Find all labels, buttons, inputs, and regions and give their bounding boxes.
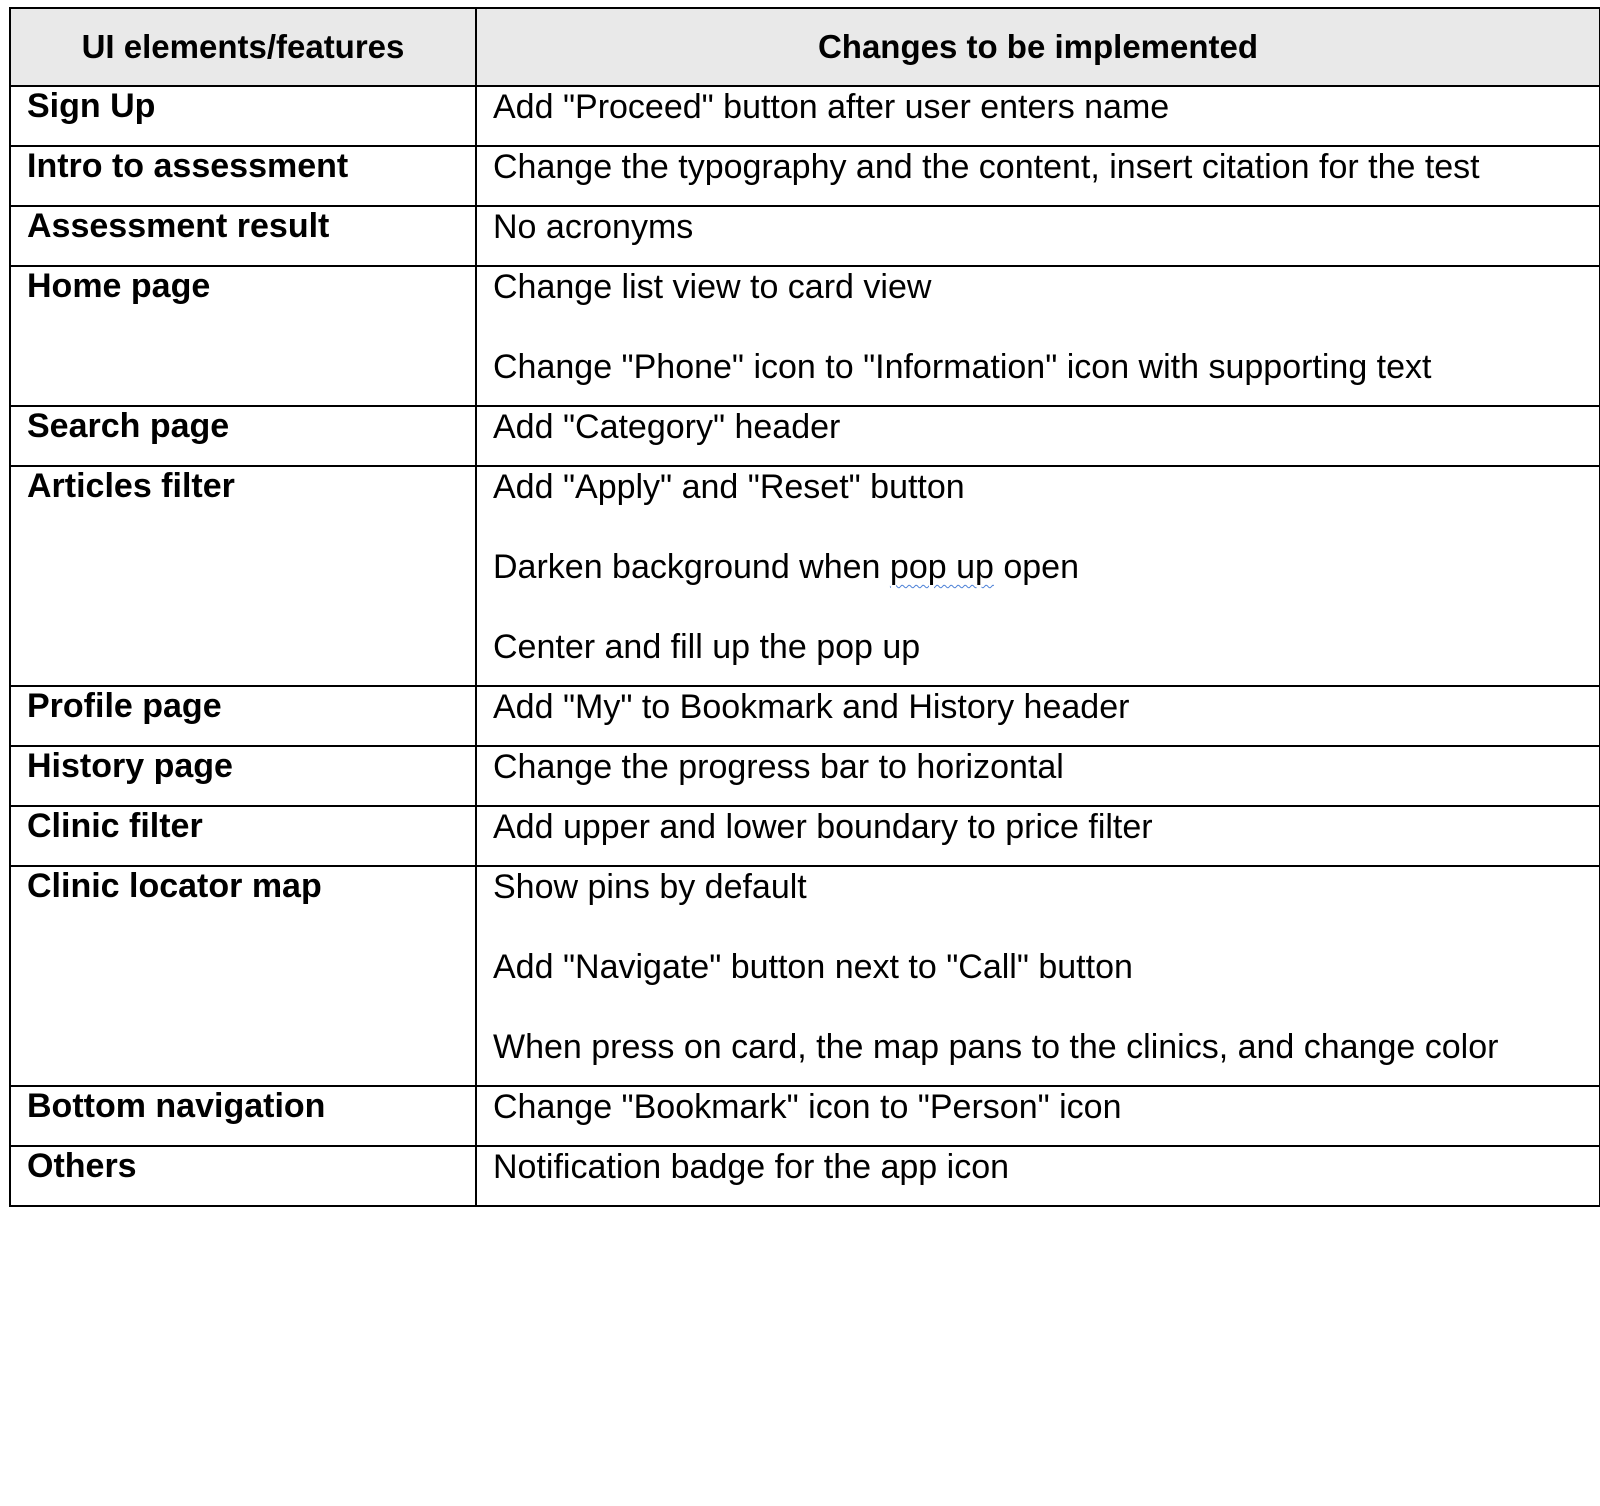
change-item: Show pins by default — [493, 868, 807, 906]
change-item: No acronyms — [493, 208, 694, 246]
table-row — [10, 866, 1600, 1086]
table-row — [10, 1086, 1600, 1146]
changes-cell — [476, 266, 1600, 406]
table-row — [10, 266, 1600, 406]
table-row — [10, 466, 1600, 686]
changes-cell — [476, 466, 1600, 686]
change-item — [493, 547, 1583, 587]
change-item: Change "Phone" icon to "Information" icon with supporting text — [493, 348, 1432, 386]
change-item: Add "Proceed" button after user enters name — [493, 88, 1170, 126]
change-text: open — [993, 548, 1080, 586]
change-item: Add "Apply" and "Reset" button — [493, 468, 965, 506]
change-item: Change the progress bar to horizontal — [493, 748, 1064, 786]
changes-cell — [476, 206, 1600, 266]
change-item: Add "Category" header — [493, 408, 841, 446]
table-row — [10, 206, 1600, 266]
changes-table — [9, 7, 1600, 1207]
spellcheck-flagged-word: pop up — [889, 548, 994, 586]
ui-element-cell: Others — [10, 1146, 476, 1206]
ui-element-cell: Clinic filter — [10, 806, 476, 866]
changes-cell — [476, 866, 1600, 1086]
change-text: Darken background when — [493, 548, 890, 586]
table-body — [10, 86, 1600, 1206]
ui-element-cell: Bottom navigation — [10, 1086, 476, 1146]
change-item: Change "Bookmark" icon to "Person" icon — [493, 1088, 1122, 1126]
change-item: Center and fill up the pop up — [493, 628, 921, 666]
change-item: Notification badge for the app icon — [493, 1148, 1010, 1186]
table-row — [10, 686, 1600, 746]
table-row — [10, 746, 1600, 806]
change-item: Add "My" to Bookmark and History header — [493, 688, 1130, 726]
changes-cell — [476, 146, 1600, 206]
ui-element-cell: Home page — [10, 266, 476, 406]
ui-element-cell: Articles filter — [10, 466, 476, 686]
change-item: When press on card, the map pans to the clinics, and change color — [493, 1028, 1499, 1066]
ui-element-cell: Assessment result — [10, 206, 476, 266]
ui-element-cell: History page — [10, 746, 476, 806]
table-row — [10, 406, 1600, 466]
changes-cell — [476, 1086, 1600, 1146]
table-row — [10, 146, 1600, 206]
changes-cell — [476, 746, 1600, 806]
ui-element-cell: Intro to assessment — [10, 146, 476, 206]
change-item: Change the typography and the content, insert citation for the test — [493, 148, 1480, 186]
changes-cell — [476, 686, 1600, 746]
ui-element-cell: Profile page — [10, 686, 476, 746]
change-item: Change list view to card view — [493, 268, 932, 306]
change-item: Add "Navigate" button next to "Call" button — [493, 948, 1133, 986]
changes-cell — [476, 86, 1600, 146]
ui-element-cell: Clinic locator map — [10, 866, 476, 1086]
ui-element-cell: Sign Up — [10, 86, 476, 146]
changes-cell — [476, 1146, 1600, 1206]
table-row — [10, 1146, 1600, 1206]
changes-cell — [476, 806, 1600, 866]
table-header-row — [10, 8, 1600, 86]
table-row — [10, 86, 1600, 146]
table-row — [10, 806, 1600, 866]
change-item: Add upper and lower boundary to price filter — [493, 808, 1153, 846]
changes-cell — [476, 406, 1600, 466]
ui-element-cell: Search page — [10, 406, 476, 466]
header-changes: Changes to be implemented — [476, 8, 1600, 86]
header-ui-elements: UI elements/features — [10, 8, 476, 86]
